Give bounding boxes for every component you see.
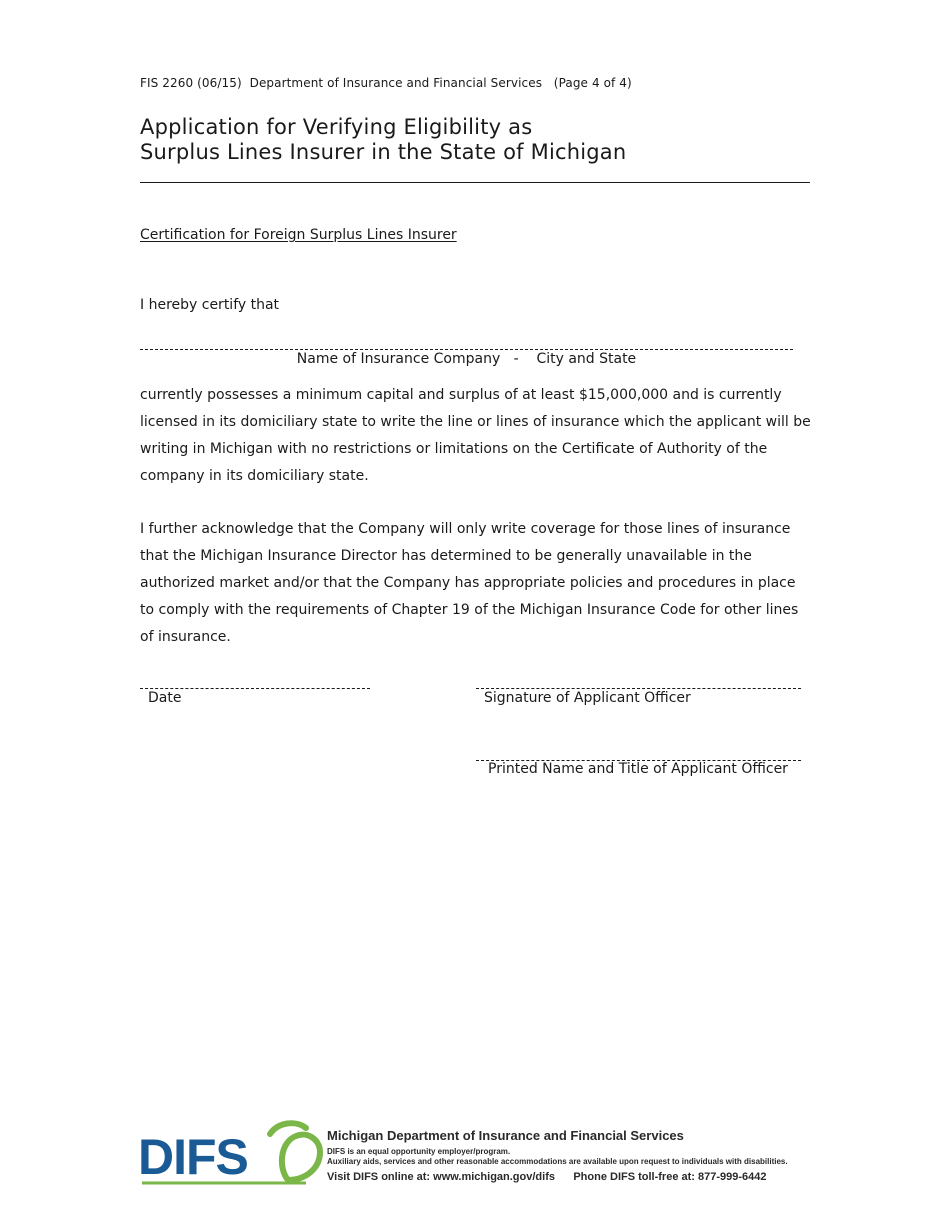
- section-heading: Certification for Foreign Surplus Lines Insurer: [140, 227, 457, 243]
- date-label: Date: [148, 690, 182, 706]
- signature-label: Signature of Applicant Officer: [484, 690, 691, 706]
- acknowledgement-paragraph: I further acknowledge that the Company will only write coverage for those lines of insurance that the Michigan Insurance Director has determined to be generally unavailable in the authorized market and/or that the Company has appropriate policies and procedures in place to comply with the requirements of Chapter 19 of the Michigan Insurance Code for other lines of insurance.: [140, 521, 799, 645]
- footer-equal-opportunity: DIFS is an equal opportunity employer/program.: [327, 1147, 511, 1156]
- capital-paragraph: currently possesses a minimum capital and surplus of at least $15,000,000 and is currently licensed in its domiciliary state to write the line or lines of insurance which the applicant will be writing in Michigan with no restrictions or limitations on the Certificate of Authority of the company in its domiciliary state.: [140, 387, 811, 484]
- title-line-1: Application for Verifying Eligibility as: [140, 115, 533, 139]
- signature-field[interactable]: [476, 688, 801, 689]
- page-title: [140, 115, 626, 165]
- company-name-caption: Name of Insurance Company - City and State: [296, 351, 637, 367]
- footer-org-name: Michigan Department of Insurance and Financial Services: [327, 1128, 684, 1143]
- difs-logo: [138, 1118, 324, 1188]
- certify-statement: I hereby certify that: [140, 297, 280, 313]
- title-line-2: Surplus Lines Insurer in the State of Michigan: [140, 140, 627, 164]
- footer-auxiliary-aids: Auxiliary aids, services and other reasonable accommodations are available upon request to individuals with disabilities.: [327, 1157, 788, 1166]
- form-header: FIS 2260 (06/15) Department of Insurance and Financial Services (Page 4 of 4): [140, 76, 632, 90]
- footer-phone: Phone DIFS toll-free at: 877-999-6442: [573, 1171, 767, 1183]
- footer-contact: [327, 1170, 797, 1184]
- title-divider: [140, 182, 810, 183]
- date-field[interactable]: [140, 688, 370, 689]
- printed-name-label: Printed Name and Title of Applicant Officer: [488, 761, 788, 777]
- logo-wordmark: DIFS: [138, 1129, 248, 1185]
- footer-website[interactable]: Visit DIFS online at: www.michigan.gov/difs: [327, 1171, 555, 1183]
- footer: [327, 1127, 797, 1184]
- company-name-field[interactable]: [140, 349, 793, 350]
